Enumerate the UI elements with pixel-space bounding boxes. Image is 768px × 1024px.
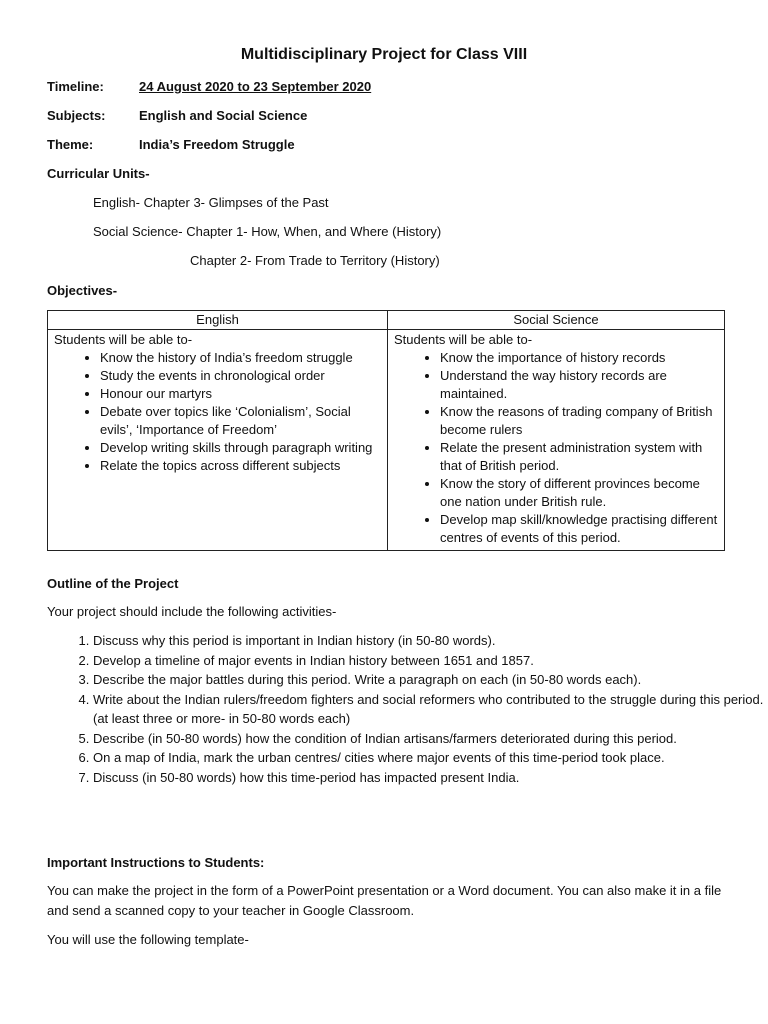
english-objectives-cell bbox=[48, 330, 388, 551]
list-item: 7. Discuss (in 50-80 words) how this time-period has impacted present India. bbox=[93, 768, 768, 788]
list-item: • Relate the topics across different subjects bbox=[100, 457, 381, 475]
curricular-heading: Curricular Units- bbox=[47, 166, 150, 181]
instructions-heading: Important Instructions to Students: bbox=[47, 855, 265, 870]
objectives-heading: Objectives- bbox=[47, 283, 118, 298]
english-objectives-list bbox=[54, 349, 381, 475]
list-item: • Debate over topics like ‘Colonialism’, Social evils’, ‘Importance of Freedom’ bbox=[100, 403, 381, 439]
list-item: • Relate the present administration system with that of British period. bbox=[440, 439, 718, 475]
curricular-social-1: Social Science- Chapter 1- How, When, and Where (History) bbox=[93, 224, 442, 239]
list-item: • Study the events in chronological order bbox=[100, 367, 381, 385]
subjects-label: Subjects: bbox=[47, 108, 106, 123]
social-science-objectives-cell bbox=[388, 330, 725, 551]
timeline-label: Timeline: bbox=[47, 79, 104, 94]
list-item: • Know the reasons of trading company of British become rulers bbox=[440, 403, 718, 439]
instructions-paragraph: You can make the project in the form of a PowerPoint presentation or a Word document. You can also make it in a file and send a scanned copy to your teacher in Google Classroom. bbox=[47, 883, 722, 918]
list-item: • Know the history of India’s freedom struggle bbox=[100, 349, 381, 367]
list-item: • Know the story of different provinces become one nation under British rule. bbox=[440, 475, 718, 511]
theme-value: India’s Freedom Struggle bbox=[139, 137, 295, 152]
curricular-social-2: Chapter 2- From Trade to Territory (History) bbox=[190, 253, 440, 268]
curricular-english: English- Chapter 3- Glimpses of the Past bbox=[93, 195, 329, 210]
social-science-intro: Students will be able to- bbox=[394, 332, 533, 347]
english-intro: Students will be able to- bbox=[54, 332, 193, 347]
list-item: • Know the importance of history records bbox=[440, 349, 718, 367]
theme-label: Theme: bbox=[47, 137, 94, 152]
list-item: 4. Write about the Indian rulers/freedom fighters and social reformers who contributed to the struggle during this period. (at least three or more- in 50-80 words each) bbox=[93, 690, 768, 729]
timeline-value: 24 August 2020 to 23 September 2020 bbox=[139, 79, 372, 94]
social-science-column-header: Social Science bbox=[388, 311, 725, 330]
list-item: 1. Discuss why this period is important in Indian history (in 50-80 words). bbox=[93, 631, 768, 651]
subjects-row bbox=[47, 108, 307, 123]
list-item: • Develop writing skills through paragraph writing bbox=[100, 439, 381, 457]
objectives-table bbox=[47, 310, 725, 551]
theme-row bbox=[47, 137, 295, 152]
list-item: 2. Develop a timeline of major events in Indian history between 1651 and 1857. bbox=[93, 651, 768, 671]
template-line: You will use the following template- bbox=[47, 932, 249, 947]
list-item: • Honour our martyrs bbox=[100, 385, 381, 403]
list-item: 3. Describe the major battles during this period. Write a paragraph on each (in 50-80 words each). bbox=[93, 670, 768, 690]
list-item: 6. On a map of India, mark the urban centres/ cities where major events of this time-period took place. bbox=[93, 748, 768, 768]
outline-heading: Outline of the Project bbox=[47, 576, 179, 591]
document-title: Multidisciplinary Project for Class VIII bbox=[240, 46, 528, 63]
list-item: • Understand the way history records are maintained. bbox=[440, 367, 718, 403]
list-item: • Develop map skill/knowledge practising different centres of events of this period. bbox=[440, 511, 718, 547]
timeline-row bbox=[47, 79, 371, 94]
list-item: 5. Describe (in 50-80 words) how the condition of Indian artisans/farmers deteriorated during this period. bbox=[93, 729, 768, 749]
subjects-value: English and Social Science bbox=[139, 108, 308, 123]
english-column-header: English bbox=[48, 311, 388, 330]
outline-intro: Your project should include the following activities- bbox=[47, 604, 337, 619]
social-science-objectives-list bbox=[394, 349, 718, 547]
activities-list bbox=[47, 631, 768, 787]
